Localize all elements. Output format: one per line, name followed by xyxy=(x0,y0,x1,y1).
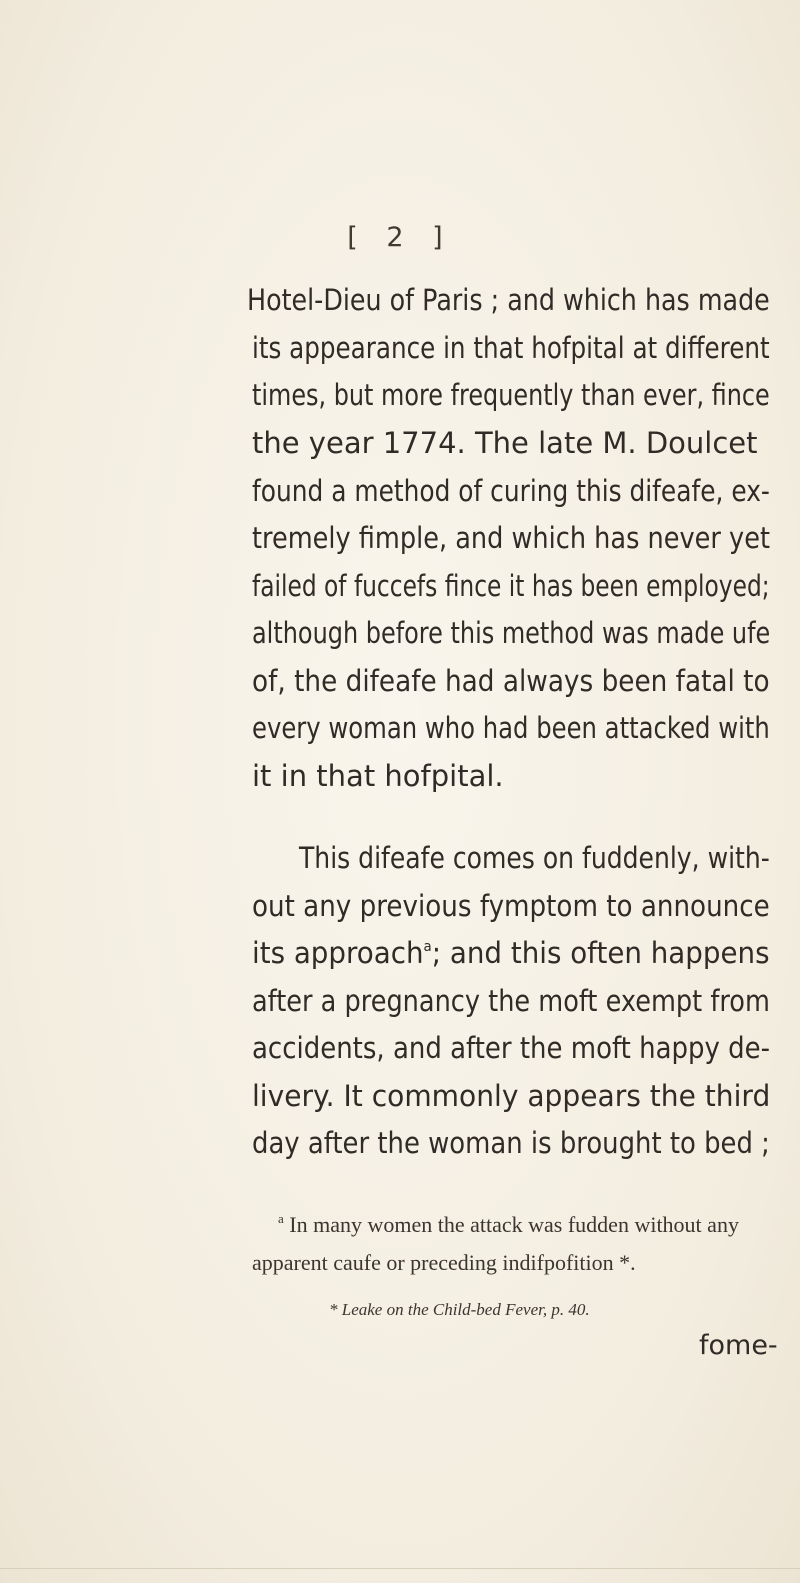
text-line: although before this method was made ufe xyxy=(252,616,771,650)
text-line: it in that hofpital. xyxy=(252,759,504,793)
text-line: found a method of curing this difeafe, ex- xyxy=(252,474,770,508)
text-line: of, the difeafe had always been fatal to xyxy=(252,664,770,698)
text-line: its appearance in that hofpital at different xyxy=(252,331,770,365)
page-number: [ 2 ] xyxy=(347,222,453,253)
footnote-source: * Leake on the Child-bed Fever, p. 40. xyxy=(329,1300,590,1319)
page-bottom-edge xyxy=(0,1568,800,1569)
footnote-reference: a xyxy=(423,939,432,955)
text-line: day after the woman is brought to bed ; xyxy=(252,1126,770,1160)
text-line: Hotel-Dieu of Paris ; and which has made xyxy=(247,283,770,317)
text-segment: its approach xyxy=(252,936,424,970)
footnote-text: In many women the attack was fudden without any xyxy=(289,1212,739,1237)
text-segment: ; and this often happens xyxy=(431,936,770,970)
footnote-line: apparent caufe or preceding indifpofition *. xyxy=(252,1250,636,1275)
text-line: livery. It commonly appears the third xyxy=(252,1079,771,1113)
text-line: times, but more frequently than ever, fince xyxy=(252,378,770,412)
text-line: tremely fimple, and which has never yet xyxy=(252,521,770,555)
catchword: fome- xyxy=(699,1330,778,1361)
footnote-line xyxy=(278,1212,739,1238)
text-line: accidents, and after the moft happy de- xyxy=(252,1031,771,1065)
text-line: out any previous fymptom to announce xyxy=(252,889,770,923)
footnote-marker: a xyxy=(278,1211,284,1226)
text-line: This difeafe comes on fuddenly, with- xyxy=(299,841,770,875)
text-line-with-footnote-ref xyxy=(252,935,770,971)
text-line: the year 1774. The late M. Doulcet xyxy=(252,426,758,460)
text-line: after a pregnancy the moft exempt from xyxy=(252,984,770,1018)
text-line: every woman who had been attacked with xyxy=(252,711,770,745)
text-line: failed of fuccefs fince it has been employed; xyxy=(252,569,770,603)
